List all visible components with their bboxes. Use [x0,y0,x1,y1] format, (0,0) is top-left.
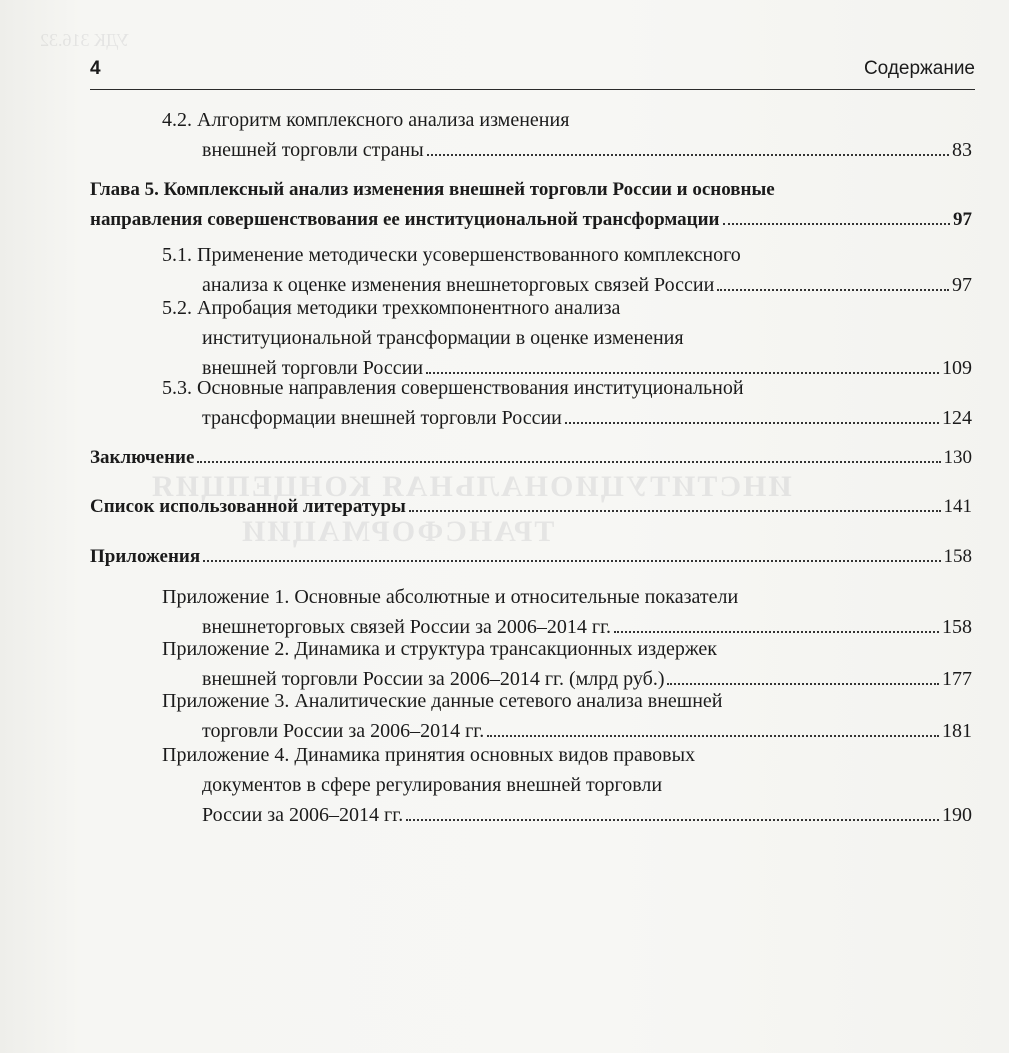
toc-entry-5-1 [162,240,972,300]
running-head-title: Содержание [863,58,975,79]
toc-entry-appendices [90,542,972,572]
toc-entry-page: 83 [952,139,972,161]
toc-entry-title: Глава 5. Комплексный анализ изменения внешней торговли России и основные [90,179,775,200]
toc-entry-chapter-5 [90,175,972,235]
toc-entry-title: документов в сфере регулирования внешней торговли [202,774,663,796]
bleed-through-heading: ИНСТИТУЦИОНАЛЬНАЯ КОНЦЕПЦИЯ [150,470,792,503]
toc-entry-page: 158 [942,616,972,638]
toc-entry-title: 5.2. Апробация методики трехкомпонентного анализа [162,297,621,319]
bleed-through-heading-2: ТРАНСФОРМАЦИИ [240,515,555,548]
toc-entry-appendix-1 [162,582,972,642]
toc-entry-title: Приложение 2. Динамика и структура трансакционных издержек [162,638,717,660]
toc-entry-appendix-2 [162,634,972,694]
toc-entry-page: 141 [943,496,972,517]
toc-entry-page: 130 [943,447,972,468]
toc-entry-title: анализа к оценке изменения внешнеторговых связей России [202,274,715,296]
toc-entry-page: 97 [952,274,972,296]
toc-entry-page: 181 [942,720,972,742]
toc-entry-5-2 [162,293,972,383]
toc-entry-title: 5.3. Основные направления совершенствования институциональной [162,377,744,399]
toc-entry-title: Список использованной литературы [90,496,406,517]
leader-dots [406,819,939,821]
leader-dots [723,223,951,225]
page-number: 4 [90,58,101,79]
toc-entry-title: 5.1. Применение методически усовершенствованного комплексного [162,244,741,266]
toc-entry-conclusion [90,443,972,473]
bleed-through-text: УДК 316.32 [40,30,130,50]
leader-dots [409,510,941,512]
toc-entry-appendix-4 [162,740,972,830]
toc-entry-page: 158 [943,546,972,567]
toc-entry-title: торговли России за 2006–2014 гг. [202,720,485,742]
toc-entry-title: Приложения [90,546,201,567]
toc-entry-title: внешнеторговых связей России за 2006–2014 гг. [202,616,612,638]
toc-entry-title: внешней торговли России за 2006–2014 гг. (млрд руб.) [202,668,665,690]
toc-entry-title: трансформации внешней торговли России [202,407,562,429]
toc-entry-title: институциональной трансформации в оценке изменения [202,327,684,349]
toc-entry-page: 124 [942,407,972,429]
leader-dots [565,422,939,424]
toc-entry-page: 109 [942,357,972,379]
toc-entry-title: Приложение 1. Основные абсолютные и относительные показатели [162,586,739,608]
toc-entry-appendix-3 [162,686,972,746]
toc-entry-title: Приложение 4. Динамика принятия основных видов правовых [162,744,696,766]
leader-dots [203,560,940,562]
toc-entry-page: 97 [953,209,972,230]
toc-entry-title: России за 2006–2014 гг. [202,804,404,826]
toc-entry-title: внешней торговли страны [202,139,424,161]
toc-entry-references [90,492,972,522]
toc-entry-title: Заключение [90,447,195,468]
toc-entry-page: 190 [942,804,972,826]
leader-dots [487,735,939,737]
toc-entry-page: 177 [942,668,972,690]
toc-entry-title: 4.2. Алгоритм комплексного анализа изменения [162,109,570,131]
leader-dots [667,683,939,685]
leader-dots [614,631,939,633]
leader-dots [197,461,940,463]
toc-entry-4-2 [162,105,972,165]
toc-entry-title: направления совершенствования ее институциональной трансформации [90,209,720,230]
leader-dots [717,289,949,291]
toc-entry-5-3 [162,373,972,433]
toc-entry-title: Приложение 3. Аналитические данные сетевого анализа внешней [162,690,723,712]
toc-entry-title: внешней торговли России [202,357,424,379]
leader-dots [427,154,949,156]
